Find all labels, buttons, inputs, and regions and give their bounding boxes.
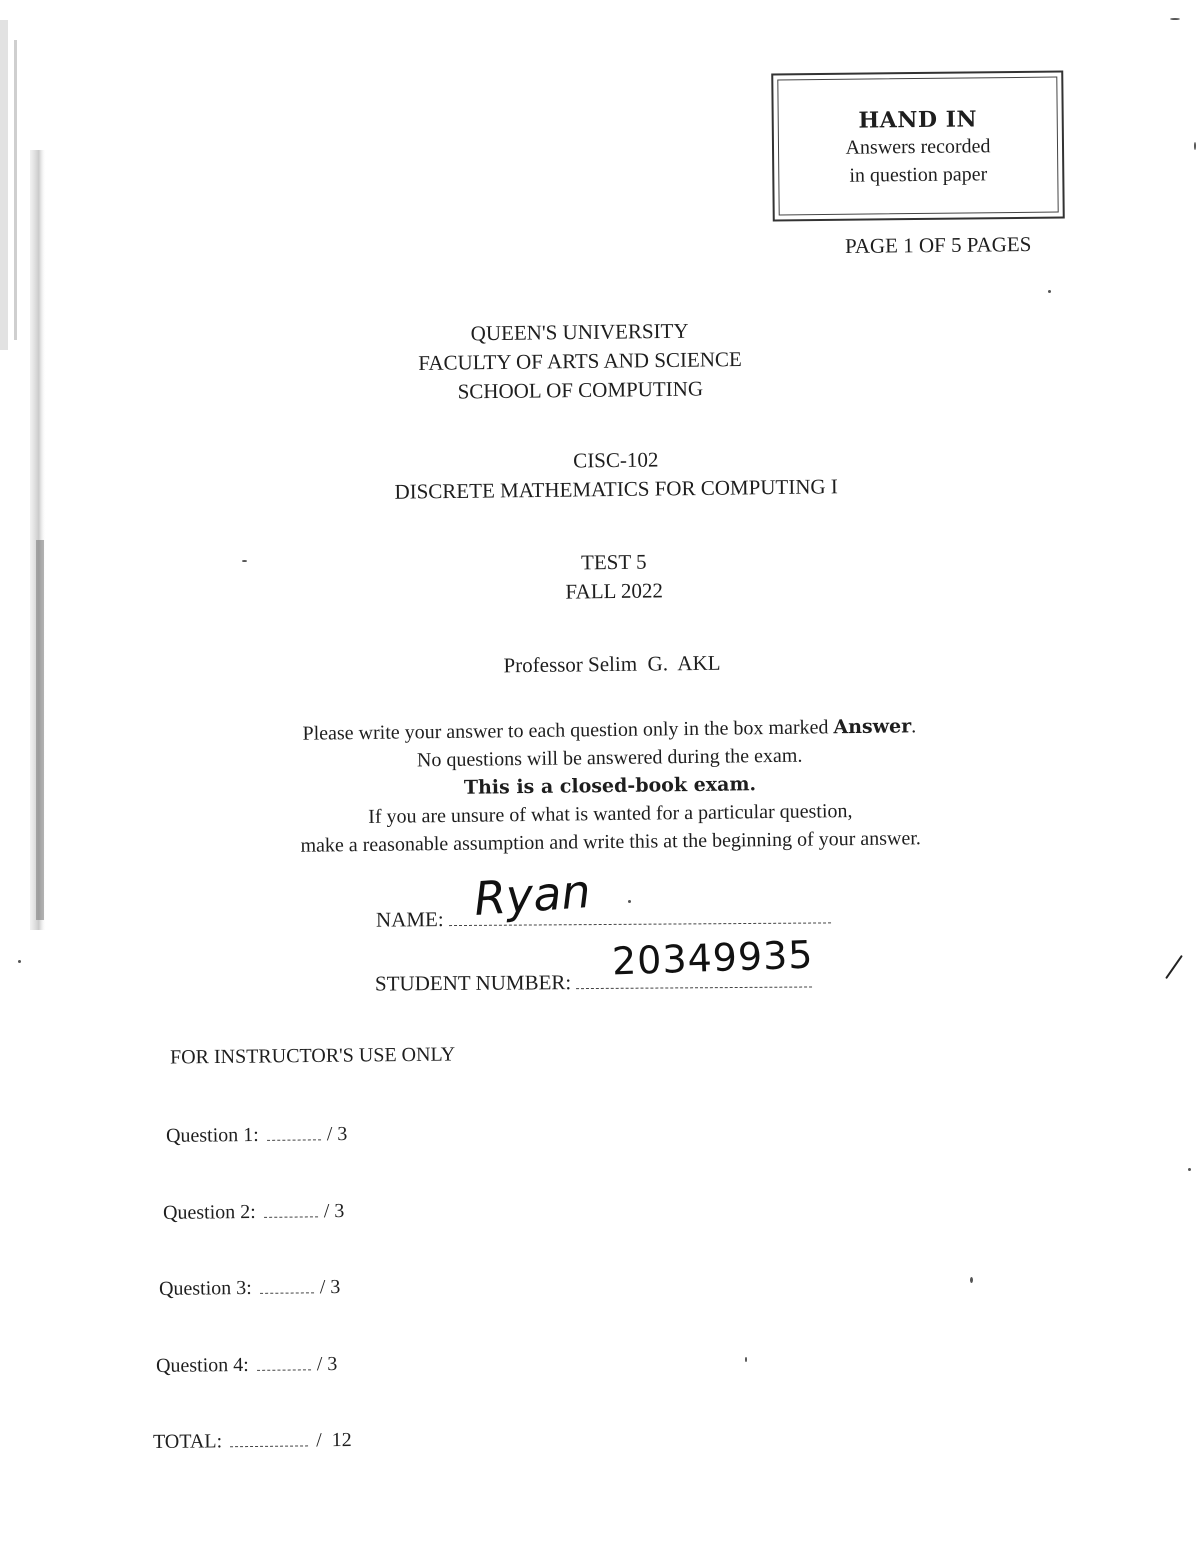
handwritten-student-number: 20349935 (611, 932, 815, 984)
score-label-q4: Question 4: (155, 1353, 249, 1377)
hand-in-line-1: Answers recorded (845, 135, 991, 159)
scan-speck (1048, 290, 1051, 293)
handwritten-name: Ryan (472, 864, 593, 926)
hand-in-line-2: in question paper (849, 163, 988, 187)
name-label: NAME: (375, 907, 444, 932)
score-max-q2: / 3 (323, 1200, 345, 1223)
score-label-q2: Question 2: (162, 1200, 256, 1224)
scan-speck (628, 900, 631, 903)
total-label: TOTAL: (152, 1430, 223, 1454)
score-row-q3 (159, 1276, 341, 1301)
school-name: SCHOOL OF COMPUTING (457, 376, 704, 404)
scan-speck (18, 960, 21, 963)
score-max-q4: / 3 (316, 1353, 338, 1376)
university-name: QUEEN'S UNIVERSITY (470, 318, 689, 346)
hand-in-box (771, 70, 1065, 221)
scan-speck (970, 1277, 973, 1283)
scan-speck (1165, 955, 1183, 979)
instruction-line-1-prefix: Please write your answer to each question only in the box marked (302, 716, 834, 745)
scan-speck (1170, 18, 1180, 20)
score-blank-q2[interactable] (264, 1216, 318, 1218)
score-row-q4 (156, 1353, 338, 1378)
score-blank-q3[interactable] (260, 1292, 314, 1294)
instruction-line-1-suffix: . (911, 715, 917, 738)
score-max-q3: / 3 (319, 1276, 341, 1299)
total-blank[interactable] (230, 1445, 308, 1447)
exam-header (14, 541, 1200, 614)
instruction-line-5: make a reasonable assumption and write this at the beginning of your answer. (300, 827, 921, 857)
score-label-q3: Question 3: (158, 1276, 252, 1300)
instructions (9, 709, 1200, 864)
scan-speck (1194, 142, 1196, 150)
name-field[interactable] (376, 904, 831, 932)
student-number-label: STUDENT NUMBER: (374, 970, 572, 996)
instruction-line-3: This is a closed-book exam. (463, 773, 757, 799)
score-row-q1 (166, 1123, 348, 1148)
instruction-line-4: If you are unsure of what is wanted for a particular question, (368, 800, 853, 828)
instruction-line-2: No questions will be answered during the exam. (416, 744, 803, 772)
student-number-blank[interactable] (577, 986, 813, 989)
score-row-total (153, 1429, 352, 1454)
hand-in-title: HAND IN (858, 106, 978, 134)
page-count: PAGE 1 OF 5 PAGES (844, 232, 1032, 258)
instructor-section-title: FOR INSTRUCTOR'S USE ONLY (169, 1043, 456, 1069)
scan-speck (1188, 1168, 1191, 1171)
score-label-q1: Question 1: (165, 1123, 259, 1147)
professor-name: Professor Selim G. AKL (503, 650, 721, 678)
total-max: / 12 (316, 1428, 352, 1452)
exam-term: FALL 2022 (565, 578, 664, 604)
instruction-answer-keyword: Answer (833, 715, 912, 739)
course-code: CISC-102 (573, 447, 659, 473)
course-title: DISCRETE MATHEMATICS FOR COMPUTING I (394, 474, 838, 504)
score-blank-q4[interactable] (257, 1369, 311, 1371)
faculty-name: FACULTY OF ARTS AND SCIENCE (418, 347, 742, 375)
hand-in-inner-border (777, 77, 1058, 216)
professor-block (12, 643, 1200, 687)
course-header (16, 439, 1200, 512)
score-row-q2 (163, 1200, 345, 1225)
exam-test: TEST 5 (580, 549, 647, 575)
scan-speck (242, 560, 247, 562)
institution-header (0, 311, 1180, 413)
scan-speck (745, 1357, 747, 1362)
score-max-q1: / 3 (326, 1123, 348, 1146)
score-blank-q1[interactable] (267, 1139, 321, 1141)
